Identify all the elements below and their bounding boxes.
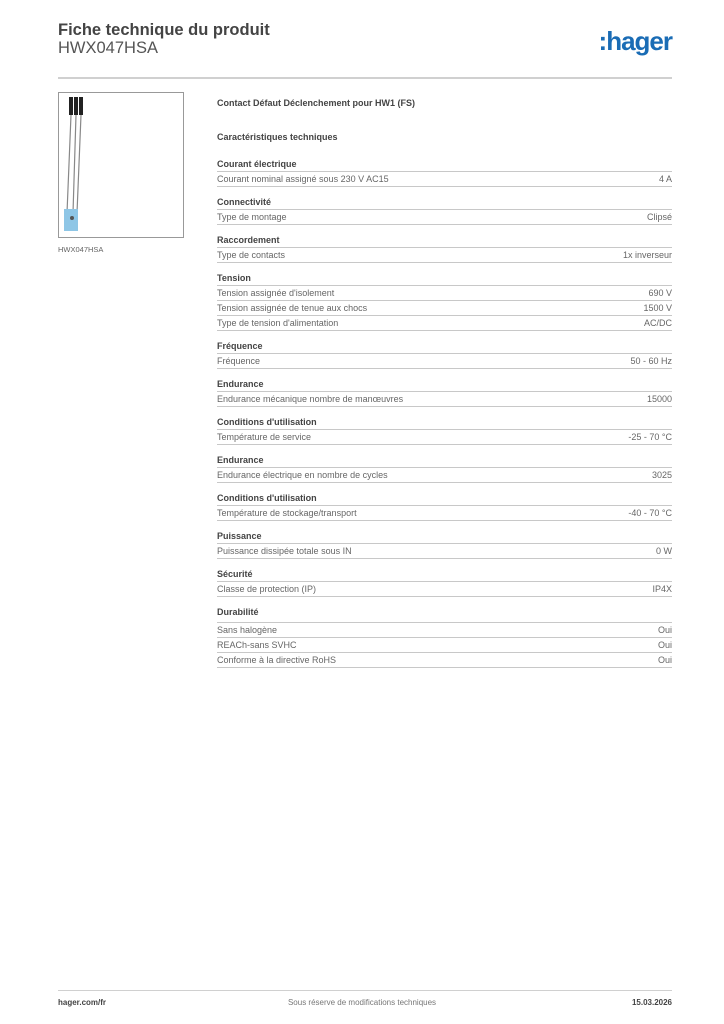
- spec-value: 4 A: [658, 174, 672, 184]
- spec-row: [217, 468, 672, 483]
- spec-label: Classe de protection (IP): [217, 584, 317, 594]
- section-heading: Conditions d'utilisation: [217, 491, 672, 506]
- spec-label: Température de stockage/transport: [217, 508, 357, 518]
- spec-value: 0 W: [655, 546, 672, 556]
- spec-value: -25 - 70 °C: [628, 432, 672, 442]
- spec-value: Oui: [657, 640, 672, 650]
- spec-section: [217, 491, 672, 521]
- spec-row: [217, 301, 672, 316]
- spec-row: [217, 582, 672, 597]
- spec-row: [217, 653, 672, 668]
- spec-label: Courant nominal assigné sous 230 V AC15: [217, 174, 389, 184]
- spec-value: Oui: [657, 625, 672, 635]
- hager-logo: :hager: [598, 26, 672, 56]
- spec-label: Type de tension d'alimentation: [217, 318, 339, 328]
- section-heading: Courant électrique: [217, 157, 672, 172]
- spec-label: Endurance mécanique nombre de manœuvres: [217, 394, 404, 404]
- spec-row: [217, 210, 672, 225]
- section-heading: Sécurité: [217, 567, 672, 582]
- spec-label: Sans halogène: [217, 625, 278, 635]
- product-image: [58, 92, 184, 238]
- spec-value: -40 - 70 °C: [628, 508, 672, 518]
- product-name: Contact Défaut Déclenchement pour HW1 (FS): [217, 98, 416, 108]
- footer-website[interactable]: hager.com/fr: [58, 998, 107, 1007]
- spec-section: [217, 567, 672, 597]
- section-heading: Fréquence: [217, 339, 672, 354]
- spec-value: 50 - 60 Hz: [630, 356, 672, 366]
- spec-label: Tension assignée de tenue aux chocs: [217, 303, 368, 313]
- section-heading: Puissance: [217, 529, 672, 544]
- spec-section: [217, 453, 672, 483]
- spec-row: [217, 392, 672, 407]
- spec-value: 1x inverseur: [622, 250, 672, 260]
- spec-section: [217, 605, 672, 668]
- spec-section: [217, 157, 672, 187]
- spec-value: 15000: [646, 394, 672, 404]
- spec-value: Clipsé: [646, 212, 672, 222]
- spec-value: IP4X: [652, 584, 672, 594]
- spec-section: [217, 415, 672, 445]
- spec-section: [217, 339, 672, 369]
- section-heading: Endurance: [217, 377, 672, 392]
- footer-notice: Sous réserve de modifications techniques: [287, 998, 437, 1007]
- section-heading: Durabilité: [217, 605, 672, 623]
- spec-value: 1500 V: [643, 303, 672, 313]
- product-code: HWX047HSA: [58, 39, 158, 57]
- spec-section: [217, 271, 672, 331]
- spec-label: Endurance électrique en nombre de cycles: [217, 470, 388, 480]
- spec-label: Tension assignée d'isolement: [217, 288, 335, 298]
- page-title: Fiche technique du produit: [58, 21, 270, 39]
- spec-section: [217, 195, 672, 225]
- spec-label: Conforme à la directive RoHS: [217, 655, 337, 665]
- spec-row: [217, 286, 672, 301]
- spec-value: Oui: [657, 655, 672, 665]
- spec-label: Fréquence: [217, 356, 261, 366]
- header-divider: [58, 77, 672, 79]
- spec-row: [217, 354, 672, 369]
- spec-row: [217, 506, 672, 521]
- section-heading: Endurance: [217, 453, 672, 468]
- footer-divider: [58, 990, 672, 991]
- section-heading: Conditions d'utilisation: [217, 415, 672, 430]
- spec-row: [217, 544, 672, 559]
- spec-content: [217, 96, 672, 668]
- spec-section: [217, 377, 672, 407]
- spec-value: 690 V: [648, 288, 672, 298]
- spec-value: AC/DC: [643, 318, 672, 328]
- spec-section: [217, 529, 672, 559]
- spec-row: [217, 248, 672, 263]
- spec-row: [217, 172, 672, 187]
- spec-label: Puissance dissipée totale sous IN: [217, 546, 352, 556]
- section-heading: Raccordement: [217, 233, 672, 248]
- spec-label: Type de montage: [217, 212, 287, 222]
- spec-row: [217, 623, 672, 638]
- spec-label: Température de service: [217, 432, 312, 442]
- spec-label: Type de contacts: [217, 250, 286, 260]
- spec-row: [217, 430, 672, 445]
- section-heading: Connectivité: [217, 195, 672, 210]
- spec-value: 3025: [651, 470, 672, 480]
- footer-date: 15.03.2026: [631, 998, 672, 1007]
- image-caption: HWX047HSA: [58, 245, 104, 254]
- spec-label: REACh-sans SVHC: [217, 640, 297, 650]
- characteristics-title: Caractéristiques techniques: [217, 132, 338, 142]
- spec-section: [217, 233, 672, 263]
- spec-row: [217, 316, 672, 331]
- section-heading: Tension: [217, 271, 672, 286]
- spec-row: [217, 638, 672, 653]
